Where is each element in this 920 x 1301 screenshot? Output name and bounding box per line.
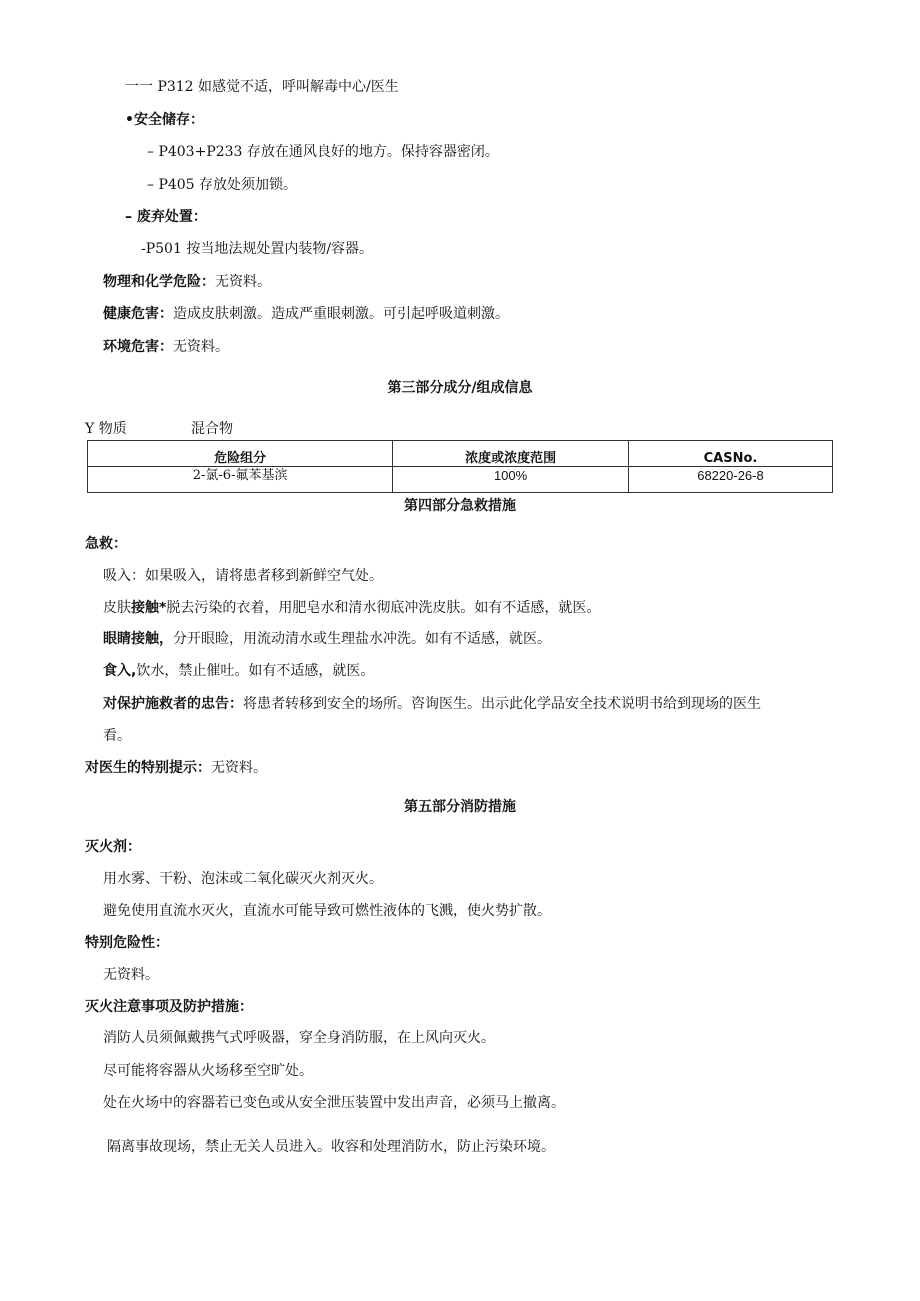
doctor-note	[85, 759, 267, 777]
header-component: 危险组分	[88, 441, 393, 467]
health-hazard	[103, 305, 509, 323]
agent-text-2: 避免使用直流水灭火，直流水可能导致可燃性液体的飞溅，使火势扩散。	[103, 903, 551, 919]
storage-heading: •安全储存：	[125, 112, 204, 128]
agent-text-1: 用水雾、干粉、泡沫或二氧化碳灭火剂灭火。	[103, 871, 383, 887]
rescuer-label: 对保护施救者的忠告：	[103, 696, 243, 712]
precaution-text-3: 处在火场中的容器若已变色或从安全泄压装置中发出声音，必须马上撤离。	[103, 1095, 565, 1111]
header-cas: CASNo.	[628, 441, 832, 467]
section4-title: 第四部分急救措施	[404, 498, 516, 514]
disposal-statement-1: -P501 按当地法规处置内装物/容器。	[141, 241, 374, 257]
rescuer-text: 将患者转移到安全的场所。咨询医生。出示此化学品安全技术说明书给到现场的医生	[243, 696, 761, 712]
precaution-text-4: 隔离事故现场，禁止无关人员进入。收容和处理消防水，防止污染环境。	[107, 1139, 555, 1155]
ingest-instruction	[103, 662, 374, 680]
eye-instruction	[103, 630, 551, 648]
eye-label: 眼睛接触，	[103, 631, 173, 647]
cell-component: 2-氯-6-氟苯基滨	[88, 467, 393, 493]
storage-statement-1: – P403+P233 存放在通风良好的地方。保持容器密闭。	[147, 144, 499, 160]
skin-label: 接触*	[131, 600, 167, 616]
eye-text: 分开眼睑，用流动清水或生理盐水冲洗。如有不适感，就医。	[173, 631, 551, 647]
disposal-heading: – 废弃处置：	[125, 209, 207, 225]
env-hazard	[103, 338, 229, 356]
cell-concentration: 100%	[393, 467, 629, 493]
skin-text: 脱去污染的衣着，用肥皂水和清水彻底冲洗皮肤。如有不适感，就医。	[166, 600, 601, 616]
special-hazard-text: 无资料。	[103, 967, 159, 983]
precaution-text-1: 消防人员须佩戴携气式呼吸器，穿全身消防服，在上风向灭火。	[103, 1030, 495, 1046]
skin-prefix: 皮肤	[103, 600, 131, 616]
special-hazard-heading: 特别危险性：	[85, 935, 169, 951]
precaution-text-2: 尽可能将容器从火场移至空旷处。	[103, 1063, 313, 1079]
p312-statement: 一一 P312 如感觉不适，呼叫解毒中心/医生	[125, 79, 399, 95]
physchem-hazard-value: 无资料。	[215, 274, 271, 290]
section3-title: 第三部分成分/组成信息	[387, 380, 533, 396]
ingest-text: 饮水，禁止催吐。如有不适感，就医。	[136, 663, 375, 679]
firstaid-heading: 急救：	[85, 536, 127, 552]
mixture-label: 混合物	[191, 421, 233, 437]
ingest-label: 食入,	[103, 663, 137, 679]
health-hazard-value: 造成皮肤刺激。造成严重眼刺激。可引起呼吸道刺激。	[173, 306, 509, 322]
rescuer-advice	[103, 695, 761, 713]
doctor-label: 对医生的特别提示：	[85, 760, 211, 776]
substance-label: Y 物质	[85, 421, 127, 437]
composition-table	[87, 440, 833, 493]
storage-statement-2: – P405 存放处须加锁。	[147, 177, 298, 193]
rescuer-advice-cont: 看。	[103, 728, 131, 744]
skin-instruction	[103, 599, 600, 617]
table-header-row	[88, 441, 833, 467]
physchem-hazard	[103, 273, 271, 291]
env-hazard-value: 无资料。	[173, 339, 229, 355]
physchem-hazard-label: 物理和化学危险：	[103, 274, 215, 290]
health-hazard-label: 健康危害：	[103, 306, 173, 322]
header-concentration: 浓度或浓度范围	[393, 441, 629, 467]
section5-title: 第五部分消防措施	[404, 799, 516, 815]
cell-cas: 68220-26-8	[628, 467, 832, 493]
firefight-precaution-heading: 灭火注意事项及防护措施：	[85, 999, 253, 1015]
doctor-text: 无资料。	[211, 760, 267, 776]
env-hazard-label: 环境危害：	[103, 339, 173, 355]
agent-heading: 灭火剂：	[85, 839, 141, 855]
table-row	[88, 467, 833, 493]
inhale-instruction: 吸入：如果吸入，请将患者移到新鲜空气处。	[103, 568, 383, 584]
